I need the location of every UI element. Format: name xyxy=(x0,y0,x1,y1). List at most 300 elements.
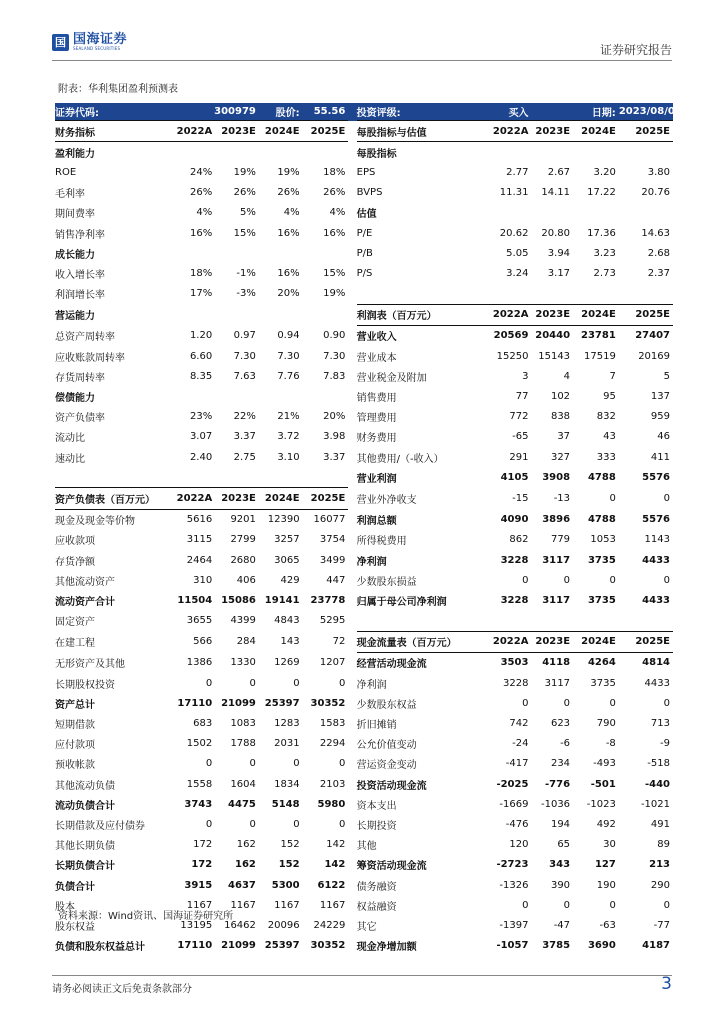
table-cell: 0 xyxy=(563,697,571,709)
table-row xyxy=(55,284,673,305)
table-cell xyxy=(259,386,303,406)
table-cell: 2022A xyxy=(479,121,531,142)
table-cell: 77 xyxy=(515,391,529,403)
table-cell: 14.11 xyxy=(541,187,571,199)
table-cell: 3.80 xyxy=(647,166,670,178)
table-cell: 2.75 xyxy=(233,451,256,463)
table-cell: 137 xyxy=(650,391,670,403)
table-cell xyxy=(531,142,573,163)
table-cell: 2680 xyxy=(230,554,256,566)
table-cell: 2464 xyxy=(186,554,213,566)
table-cell: 3115 xyxy=(186,534,213,546)
table-cell: 0 xyxy=(609,697,616,709)
table-cell xyxy=(303,386,349,406)
table-cell: 327 xyxy=(550,451,571,463)
table-cell: 18% xyxy=(323,166,346,178)
table-cell: 284 xyxy=(236,636,256,648)
column-gap xyxy=(348,142,356,163)
table-cell: 2799 xyxy=(230,534,256,546)
table-cell xyxy=(303,142,349,163)
row-label: 销售净利率 xyxy=(55,229,105,241)
table-cell: 19% xyxy=(277,166,300,178)
table-cell: 832 xyxy=(596,411,616,423)
table-cell: 20569 xyxy=(493,330,529,342)
table-row xyxy=(55,304,673,325)
table-cell: 1788 xyxy=(230,738,256,750)
table-cell: -2723 xyxy=(496,859,529,871)
table-cell: 46 xyxy=(657,431,670,443)
table-cell: 3499 xyxy=(319,554,346,566)
table-cell: 16% xyxy=(277,267,300,279)
stock-code: 300979 xyxy=(172,103,259,121)
table-cell: 0 xyxy=(663,899,670,911)
column-gap xyxy=(348,673,356,693)
table-cell: -3% xyxy=(236,288,256,300)
logo-name-cn: 国海证券 xyxy=(73,32,128,47)
row-label: 现金及现金等价物 xyxy=(55,516,135,528)
column-gap xyxy=(348,284,356,305)
row-label: 负债合计 xyxy=(55,881,95,893)
row-label: 总资产周转率 xyxy=(55,332,115,344)
table-cell: -417 xyxy=(505,758,529,770)
table-cell: 333 xyxy=(596,451,616,463)
report-type: 证券研究报告 xyxy=(599,43,672,57)
table-cell: 5148 xyxy=(271,798,300,810)
rating-label: 投资评级: xyxy=(357,103,480,121)
table-cell: 3908 xyxy=(542,472,571,484)
table-row xyxy=(55,183,673,203)
table-cell: 19% xyxy=(323,288,346,300)
table-row xyxy=(55,936,673,956)
table-cell: 7.30 xyxy=(277,350,300,362)
row-label: 速动比 xyxy=(55,453,85,465)
table-cell: 1167 xyxy=(274,899,300,911)
table-cell: 16% xyxy=(277,227,300,239)
table-cell: 1283 xyxy=(274,718,300,730)
row-label: 利润总额 xyxy=(356,515,397,527)
column-gap xyxy=(348,895,356,915)
table-cell: 4090 xyxy=(500,513,529,525)
table-row xyxy=(55,631,673,652)
row-label: 成长能力 xyxy=(55,249,95,261)
column-gap xyxy=(348,488,356,509)
table-cell: 623 xyxy=(550,718,571,730)
table-cell: 4105 xyxy=(500,472,529,484)
table-cell: 3503 xyxy=(500,657,529,669)
table-row xyxy=(55,774,673,794)
table-cell: -6 xyxy=(560,738,571,750)
table-row xyxy=(55,693,673,713)
table-cell: 5980 xyxy=(317,798,346,810)
table-cell: -24 xyxy=(512,738,529,750)
table-cell: 7.30 xyxy=(233,350,256,362)
table-cell: 2023E xyxy=(531,631,573,652)
column-gap xyxy=(348,183,356,203)
table-row xyxy=(55,223,673,243)
table-cell: 25397 xyxy=(264,697,300,709)
table-cell: 0 xyxy=(293,818,300,830)
table-cell: 0 xyxy=(205,677,213,689)
data-source: 资料来源：Wind资讯、国海证券研究所 xyxy=(58,911,234,922)
table-row xyxy=(55,754,673,774)
table-cell: 3.23 xyxy=(593,247,616,259)
column-gap xyxy=(348,550,356,570)
column-gap xyxy=(348,835,356,855)
table-cell: -493 xyxy=(593,758,616,770)
table-cell xyxy=(619,284,673,305)
table-cell: 838 xyxy=(550,411,571,423)
table-cell: 11.31 xyxy=(499,187,529,199)
table-cell: 3785 xyxy=(542,940,571,952)
row-label: 权益融资 xyxy=(356,901,397,913)
table-cell: 0 xyxy=(663,574,670,586)
row-label: 长期投资 xyxy=(356,820,397,832)
table-cell: -2025 xyxy=(496,778,529,790)
table-cell: 5300 xyxy=(271,879,300,891)
table-cell: 15% xyxy=(233,227,256,239)
row-label: 存货净额 xyxy=(55,556,95,568)
row-label: 短期借款 xyxy=(55,720,95,732)
table-cell: 3257 xyxy=(274,534,300,546)
table-cell: 1502 xyxy=(186,738,213,750)
table-row xyxy=(55,814,673,834)
row-label: 营运资金变动 xyxy=(356,760,417,772)
row-label: 负债和股东权益总计 xyxy=(55,942,145,954)
row-label: 其他 xyxy=(356,841,377,853)
forecast-table-container xyxy=(55,103,682,956)
table-cell: 772 xyxy=(509,411,529,423)
table-cell: 27407 xyxy=(635,330,670,342)
table-cell: 6.60 xyxy=(189,350,213,362)
row-label: 利润增长率 xyxy=(55,290,105,302)
table-cell: 23% xyxy=(189,411,213,423)
table-cell: -1057 xyxy=(496,940,529,952)
table-cell: 3735 xyxy=(590,677,616,689)
header-divider xyxy=(52,60,672,61)
table-cell: 26% xyxy=(233,187,256,199)
table-cell: 15250 xyxy=(496,350,529,362)
table-cell: 2025E xyxy=(619,121,673,142)
table-cell: 0 xyxy=(293,758,300,770)
table-cell: 21% xyxy=(277,411,300,423)
table-cell: 3896 xyxy=(542,513,571,525)
row-label: 财务费用 xyxy=(356,433,397,445)
logo-mark-icon: 国 xyxy=(52,34,69,51)
table-cell: 21099 xyxy=(221,697,256,709)
table-cell: 20440 xyxy=(535,330,571,342)
table-cell: 6122 xyxy=(317,879,346,891)
table-cell: 17110 xyxy=(177,940,213,952)
table-cell: 120 xyxy=(509,839,529,851)
table-row xyxy=(55,835,673,855)
column-gap xyxy=(348,223,356,243)
table-cell: 4% xyxy=(196,207,213,219)
code-label: 证券代码: xyxy=(55,103,172,121)
table-cell: 491 xyxy=(650,818,670,830)
table-row xyxy=(55,121,673,142)
table-cell: 343 xyxy=(549,859,571,871)
table-cell: 1167 xyxy=(186,899,213,911)
row-label: 净利润 xyxy=(356,679,387,691)
table-cell: 2025E xyxy=(619,631,673,652)
table-cell: 0 xyxy=(249,818,256,830)
table-cell xyxy=(619,611,673,632)
table-cell: -47 xyxy=(553,919,571,931)
table-cell: 24% xyxy=(189,166,213,178)
table-cell: 1386 xyxy=(186,657,213,669)
table-cell: 0 xyxy=(609,574,616,586)
column-gap xyxy=(348,325,356,346)
table-cell: 3117 xyxy=(542,594,571,606)
table-cell: 2.40 xyxy=(189,451,213,463)
column-gap xyxy=(348,590,356,610)
date-label: 日期: xyxy=(573,103,619,121)
table-cell xyxy=(303,467,349,488)
table-cell xyxy=(531,203,573,223)
table-cell: -1036 xyxy=(540,798,571,810)
column-gap xyxy=(348,855,356,875)
row-label: 财务指标 xyxy=(55,121,172,142)
column-gap xyxy=(348,631,356,652)
table-row xyxy=(55,162,673,182)
table-cell: 0 xyxy=(663,697,670,709)
table-cell: 24229 xyxy=(313,919,346,931)
table-row xyxy=(55,570,673,590)
row-label: 流动负债合计 xyxy=(55,800,115,812)
row-label: 收入增长率 xyxy=(55,269,105,281)
table-cell: 2294 xyxy=(319,738,346,750)
table-cell: 1.20 xyxy=(189,330,213,342)
table-cell: 3 xyxy=(522,370,529,382)
column-gap xyxy=(348,530,356,550)
row-label: 存货周转率 xyxy=(55,372,105,384)
table-row xyxy=(55,734,673,754)
table-cell: 2022A xyxy=(172,121,216,142)
row-label: 长期股权投资 xyxy=(55,679,115,691)
table-cell: 23778 xyxy=(310,594,346,606)
row-label: 预收帐款 xyxy=(55,760,95,772)
table-cell xyxy=(479,142,531,163)
table-cell: 234 xyxy=(550,758,571,770)
table-cell: 7 xyxy=(609,370,616,382)
table-cell: 17110 xyxy=(177,697,213,709)
table-row xyxy=(55,427,673,447)
table-cell: 2024E xyxy=(573,304,619,325)
table-cell: 0 xyxy=(609,899,616,911)
table-cell xyxy=(172,467,216,488)
rating-value: 买入 xyxy=(479,103,531,121)
row-label: 利润表（百万元） xyxy=(357,304,480,325)
column-gap xyxy=(348,447,356,467)
table-row xyxy=(55,263,673,283)
row-label: 流动资产合计 xyxy=(55,596,115,608)
column-gap xyxy=(348,915,356,935)
row-label: 股东权益 xyxy=(55,921,95,933)
table-cell: 1558 xyxy=(186,778,213,790)
table-cell: 17.36 xyxy=(587,227,616,239)
column-gap xyxy=(348,693,356,713)
table-cell xyxy=(172,386,216,406)
table-cell: 89 xyxy=(657,839,670,851)
table-cell: 20.80 xyxy=(541,227,571,239)
table-body xyxy=(55,121,673,956)
table-cell: 2024E xyxy=(573,631,619,652)
table-cell: 2023E xyxy=(531,304,573,325)
table-cell: 5616 xyxy=(186,514,213,526)
row-label: 现金流量表（百万元） xyxy=(357,631,480,652)
row-label: 固定资产 xyxy=(55,617,95,629)
table-cell: 8.35 xyxy=(189,370,213,382)
table-row xyxy=(55,875,673,895)
table-cell: 2.73 xyxy=(593,267,616,279)
table-caption: 附表：华利集团盈利预测表 xyxy=(58,84,178,95)
table-cell: 7.63 xyxy=(233,370,256,382)
table-cell: 0 xyxy=(249,677,256,689)
table-cell: 0 xyxy=(522,574,529,586)
table-cell: 1583 xyxy=(319,718,346,730)
column-gap xyxy=(348,611,356,632)
table-cell: 5295 xyxy=(319,615,346,627)
table-cell: -1021 xyxy=(640,798,670,810)
table-row xyxy=(55,652,673,673)
table-cell: 779 xyxy=(550,534,571,546)
table-cell: 1083 xyxy=(230,718,256,730)
table-cell: 95 xyxy=(603,391,616,403)
row-label: 长期负债合计 xyxy=(55,861,115,873)
table-cell: 18% xyxy=(189,267,213,279)
table-cell: 30352 xyxy=(310,697,346,709)
table-cell: 3.98 xyxy=(323,431,346,443)
table-cell: 102 xyxy=(550,391,571,403)
table-cell: 5576 xyxy=(642,513,670,525)
table-row xyxy=(55,673,673,693)
table-cell: 4264 xyxy=(587,657,616,669)
table-cell: 713 xyxy=(650,718,670,730)
table-cell: 7.76 xyxy=(277,370,300,382)
table-cell: 3.17 xyxy=(547,267,571,279)
row-label: 期间费率 xyxy=(55,209,95,221)
table-cell: 3117 xyxy=(542,554,571,566)
table-cell xyxy=(479,611,531,632)
row-label: P/E xyxy=(356,227,373,239)
table-cell: 4433 xyxy=(642,554,670,566)
table-cell: 4843 xyxy=(274,615,300,627)
column-gap xyxy=(348,754,356,774)
table-cell: -1023 xyxy=(586,798,616,810)
table-cell: 26% xyxy=(189,187,213,199)
column-gap xyxy=(348,774,356,794)
row-label: 毛利率 xyxy=(55,189,85,201)
table-cell xyxy=(215,467,259,488)
table-cell: 25397 xyxy=(264,940,300,952)
row-label: 每股指标 xyxy=(356,148,397,160)
table-row xyxy=(55,590,673,610)
price-label: 股价: xyxy=(259,103,303,121)
table-cell: 15086 xyxy=(221,594,256,606)
table-cell: 3117 xyxy=(544,677,571,689)
table-cell: -1397 xyxy=(499,919,529,931)
footer-disclaimer: 请务必阅读正文后免责条款部分 xyxy=(52,984,192,995)
table-cell: 406 xyxy=(236,574,256,586)
table-cell: 3228 xyxy=(500,554,529,566)
column-gap xyxy=(348,794,356,814)
table-cell: 310 xyxy=(193,574,213,586)
table-cell: 0.90 xyxy=(323,330,346,342)
table-cell: 142 xyxy=(326,839,346,851)
table-cell: 172 xyxy=(193,839,213,851)
row-label: 筹资活动现金流 xyxy=(356,861,427,873)
row-label: 其他流动资产 xyxy=(55,576,115,588)
table-cell: 3754 xyxy=(319,534,346,546)
table-cell: -15 xyxy=(512,492,529,504)
table-cell: 1330 xyxy=(230,657,256,669)
table-cell: 0 xyxy=(338,818,346,830)
table-row xyxy=(55,550,673,570)
table-cell: 19% xyxy=(233,166,256,178)
table-cell: 152 xyxy=(280,839,300,851)
table-cell xyxy=(619,142,673,163)
table-cell xyxy=(303,304,349,325)
header-spacer xyxy=(531,103,573,121)
row-label: 折旧摊销 xyxy=(356,720,397,732)
table-row xyxy=(55,142,673,163)
table-cell xyxy=(259,243,303,263)
table-cell: 21099 xyxy=(221,940,256,952)
table-cell xyxy=(573,203,619,223)
table-cell: 4814 xyxy=(642,657,670,669)
table-cell: 3.94 xyxy=(547,247,571,259)
table-cell: 0 xyxy=(205,818,213,830)
table-cell xyxy=(259,304,303,325)
row-label: 应付款项 xyxy=(55,740,95,752)
table-cell: 17.22 xyxy=(587,187,616,199)
table-cell: 3735 xyxy=(587,554,616,566)
column-gap xyxy=(348,652,356,673)
table-cell: 3.07 xyxy=(189,431,213,443)
row-label: BVPS xyxy=(356,187,383,199)
table-cell: 1207 xyxy=(319,657,346,669)
table-cell: 683 xyxy=(193,718,213,730)
table-row xyxy=(55,386,673,406)
table-cell: 12390 xyxy=(267,514,300,526)
table-cell: -13 xyxy=(553,492,571,504)
table-cell: -1326 xyxy=(499,879,529,891)
table-cell: 0 xyxy=(293,677,300,689)
table-cell: 4475 xyxy=(228,798,256,810)
table-cell: 0 xyxy=(338,758,346,770)
row-label: P/S xyxy=(356,267,373,279)
table-cell: 862 xyxy=(509,534,529,546)
table-cell: 20% xyxy=(323,411,346,423)
table-cell: 3743 xyxy=(184,798,213,810)
report-date: 2023/08/02 xyxy=(619,103,673,121)
row-label: 营运能力 xyxy=(55,311,95,323)
table-cell: 20096 xyxy=(267,919,300,931)
table-cell: 20.76 xyxy=(641,187,670,199)
row-label: 管理费用 xyxy=(356,413,397,425)
table-row xyxy=(55,346,673,366)
table-cell: 4433 xyxy=(642,594,670,606)
table-cell: 290 xyxy=(650,879,670,891)
row-label: 归属于母公司净利润 xyxy=(356,596,447,608)
table-cell: 7.83 xyxy=(323,370,346,382)
row-label: 营业外净收支 xyxy=(356,494,417,506)
row-label: 投资活动现金流 xyxy=(356,780,427,792)
table-cell: 162 xyxy=(236,839,256,851)
table-cell: 566 xyxy=(193,636,213,648)
column-gap xyxy=(348,407,356,427)
column-gap xyxy=(348,121,356,142)
